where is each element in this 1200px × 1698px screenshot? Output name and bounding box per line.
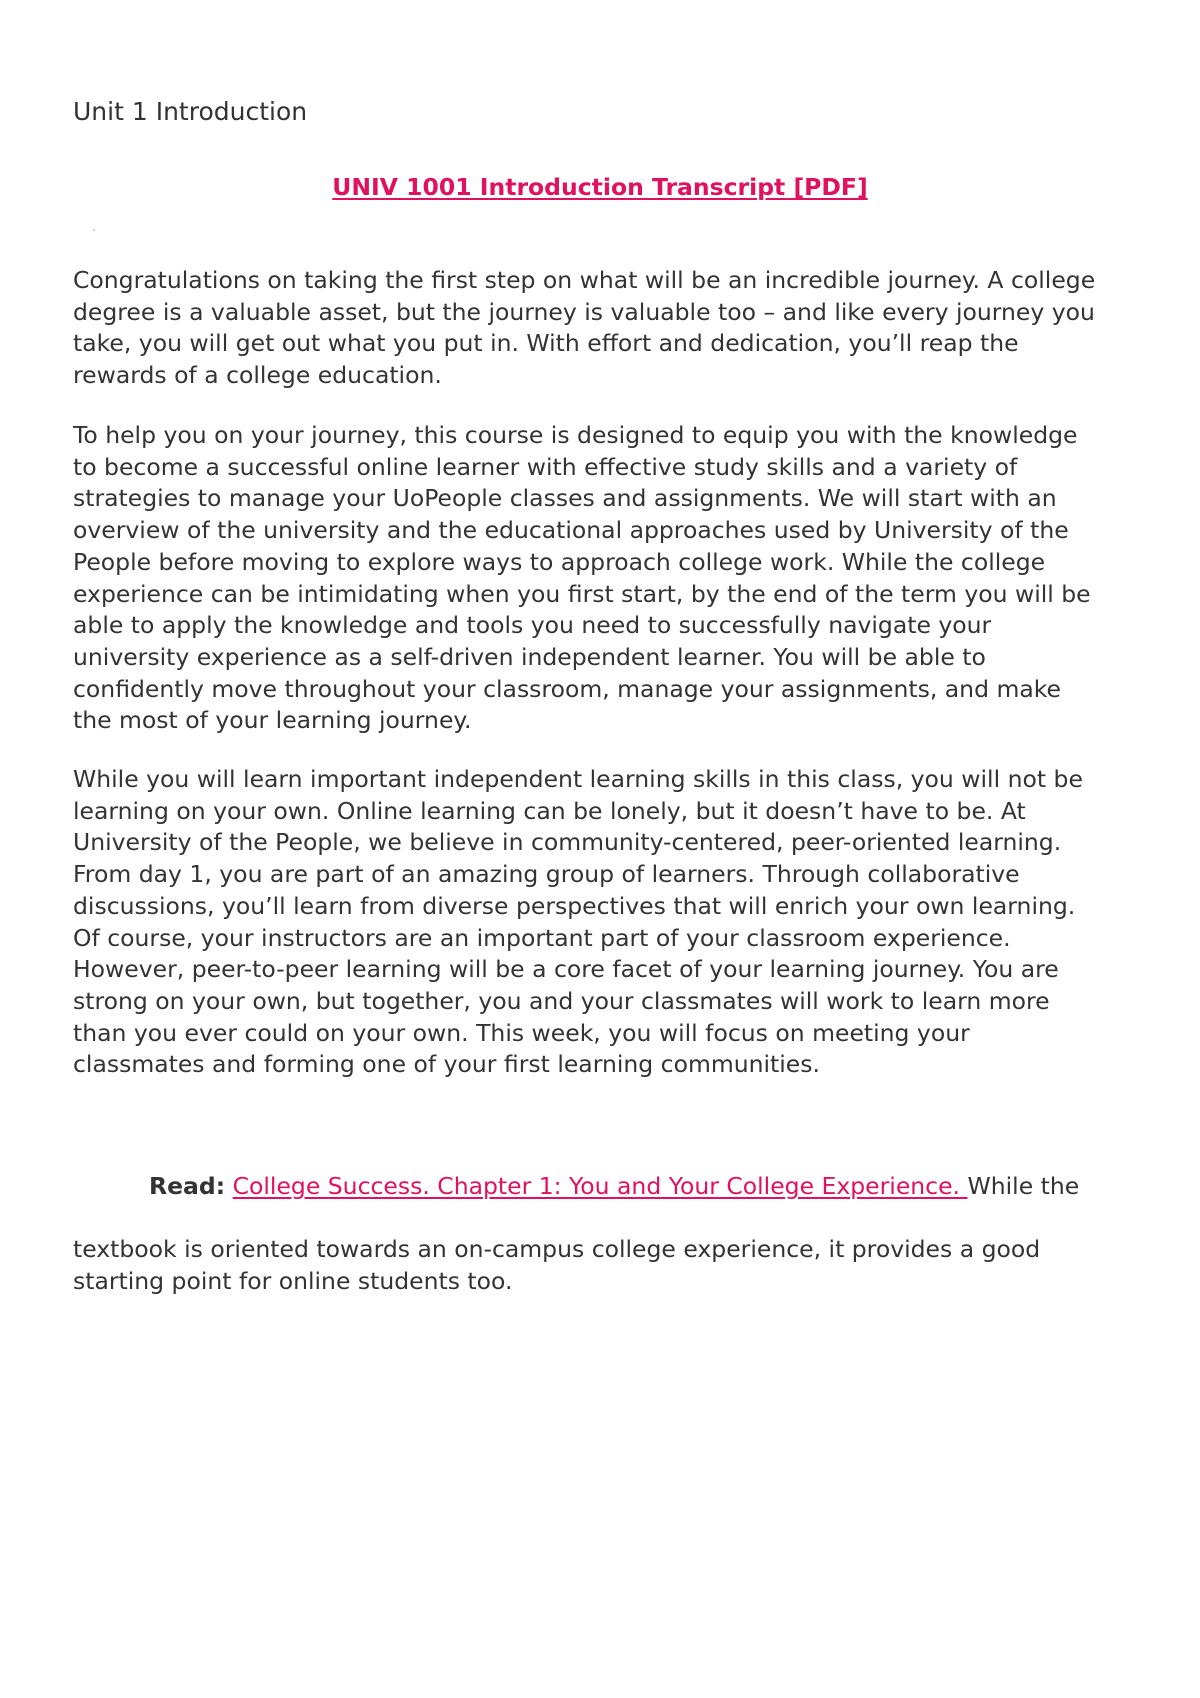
paragraph-line: strong on your own, but together, you and your classmates will work to learn more [73, 986, 1050, 1015]
paragraph-line: Congratulations on taking the first step on what will be an incredible journey. A college [73, 266, 1096, 294]
paragraph-line: University of the People, we believe in community-centered, peer-oriented learning. [73, 828, 1062, 857]
paragraph-line: learning on your own. Online learning can be lonely, but it doesn’t have to be. At [73, 796, 1026, 825]
paragraph-line: than you ever could on your own. This week, you will focus on meeting your [73, 1018, 970, 1047]
intro-paragraph-1 [73, 265, 1143, 392]
paragraph-line: take, you will get out what you put in. With effort and dedication, you’ll reap the [73, 329, 1019, 358]
paragraph-line: However, peer-to-peer learning will be a core facet of your learning journey. You are [73, 955, 1059, 984]
college-success-chapter-link[interactable]: College Success. Chapter 1: You and Your College Experience. [232, 1172, 968, 1200]
intro-paragraph-2 [73, 420, 1143, 737]
stray-mark [93, 229, 95, 231]
paragraph-line: to become a successful online learner with effective study skills and a variety of [73, 452, 1018, 481]
paragraph-line: rewards of a college education. [73, 361, 442, 390]
paragraph-line: the most of your learning journey. [73, 706, 472, 735]
paragraph-line: Of course, your instructors are an important part of your classroom experience. [73, 923, 1011, 952]
paragraph-line: While you will learn important independent learning skills in this class, you will not be [73, 765, 1083, 793]
paragraph-line: To help you on your journey, this course is designed to equip you with the knowledge [73, 421, 1078, 449]
paragraph-line: strategies to manage your UoPeople classes and assignments. We will start with an [73, 484, 1057, 513]
paragraph-line: university experience as a self-driven independent learner. You will be able to [73, 642, 986, 671]
paragraph-line: experience can be intimidating when you first start, by the end of the term you will be [73, 579, 1091, 608]
paragraph-line: textbook is oriented towards an on-campus college experience, it provides a good [73, 1235, 1041, 1263]
reading-assignment [149, 1170, 1079, 1202]
read-trailing-text: While the [967, 1172, 1080, 1200]
paragraph-line: starting point for online students too. [73, 1266, 513, 1295]
paragraph-line: People before moving to explore ways to approach college work. While the college [73, 547, 1046, 576]
reading-note-paragraph [73, 1234, 1143, 1297]
intro-paragraph-3 [73, 764, 1143, 1081]
paragraph-line: classmates and forming one of your first learning communities. [73, 1050, 820, 1079]
paragraph-line: confidently move throughout your classroom, manage your assignments, and make [73, 674, 1061, 703]
read-label: Read: [149, 1172, 226, 1200]
paragraph-line: From day 1, you are part of an amazing group of learners. Through collaborative [73, 860, 1020, 889]
unit-title: Unit 1 Introduction [73, 97, 308, 126]
paragraph-line: overview of the university and the educational approaches used by University of the [73, 516, 1069, 545]
paragraph-line: able to apply the knowledge and tools you need to successfully navigate your [73, 611, 992, 640]
paragraph-line: degree is a valuable asset, but the journey is valuable too – and like every journey you [73, 297, 1095, 326]
transcript-pdf-link[interactable]: UNIV 1001 Introduction Transcript [PDF] [332, 173, 868, 201]
paragraph-line: discussions, you’ll learn from diverse perspectives that will enrich your own learning. [73, 891, 1076, 920]
